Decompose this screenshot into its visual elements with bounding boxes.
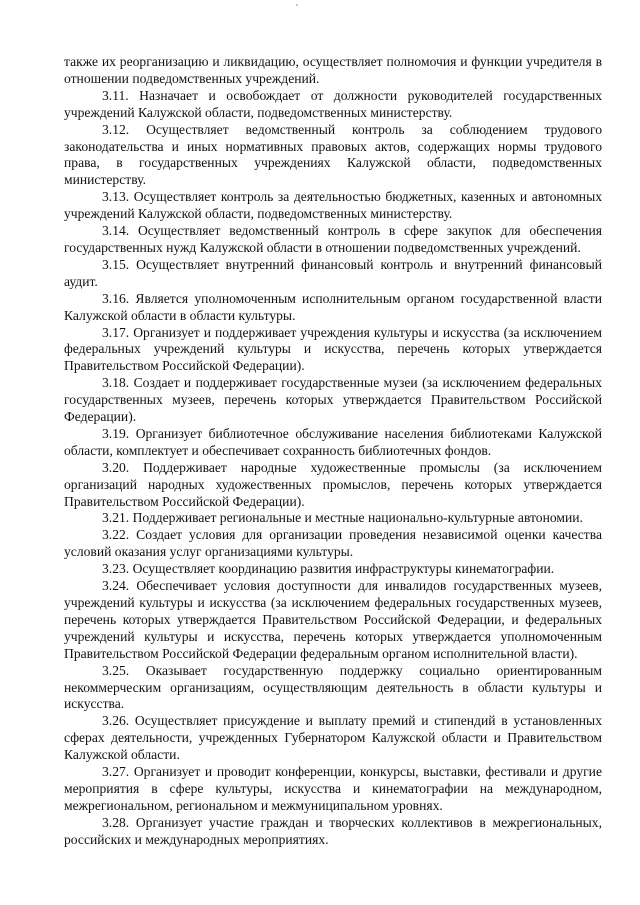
paragraph-3-14: 3.14. Осуществляет ведомственный контроль в сфере закупок для обеспечения государственных нужд Калужской области в отношении подведомственных учреждений.: [64, 223, 602, 255]
paragraph-3-19: 3.19. Организует библиотечное обслуживание населения библиотеками Калужской области, комплектует и обеспечивает сохранность библиотечных фондов.: [64, 425, 602, 458]
page-top-mark: [296, 4, 298, 6]
paragraph-3-13: 3.13. Осуществляет контроль за деятельностью бюджетных, казенных и автономных учреждений Калужской области, подведомственных министерству.: [64, 189, 602, 222]
paragraph-3-24: 3.24. Обеспечивает условия доступности для инвалидов государственных музеев, учреждений культуры и искусства (за исключением федеральных государственных музеев, перечень которых утверждается Правительством Российской Федерации, и федеральных учреждений культуры и искусства, перечень которых утверждается уполномоченным Правительством Российской Федерации федеральным органом исполнительной власти).: [64, 578, 602, 661]
paragraph-3-28: 3.28. Организует участие граждан и творческих коллективов в межрегиональных, российских и международных мероприятиях.: [64, 814, 602, 847]
paragraph-3-15: 3.15. Осуществляет внутренний финансовый контроль и внутренний финансовый аудит.: [64, 256, 602, 289]
paragraph-3-25: 3.25. Оказывает государственную поддержку социально ориентированным некоммерческим организациям, осуществляющим деятельность в области культуры и искусства.: [64, 662, 602, 712]
paragraph-3-23: 3.23. Осуществляет координацию развития инфраструктуры кинематографии.: [102, 561, 555, 577]
paragraph-3-12: 3.12. Осуществляет ведомственный контроль за соблюдением трудового законодательства и иных нормативных правовых актов, содержащих нормы трудового права, в государственных учреждениях Калужской области, подведомственных министерству.: [64, 121, 602, 188]
paragraph-3-26: 3.26. Осуществляет присуждение и выплату премий и стипендий в установленных сферах деятельности, учрежденных Губернатором Калужской области и Правительством Калужской области.: [64, 713, 602, 763]
paragraph-3-11: 3.11. Назначает и освобождает от должности руководителей государственных учреждений Калужской области, подведомственных министерству.: [64, 87, 602, 120]
paragraph-3-17: 3.17. Организует и поддерживает учреждения культуры и искусства (за исключением федеральных учреждений культуры и искусства, перечень которых утверждается Правительством Российской Федерации).: [64, 324, 602, 374]
paragraph-3-18: 3.18. Создает и поддерживает государственные музеи (за исключением федеральных государственных музеев, перечень которых утверждается Правительством Российской Федерации).: [64, 375, 602, 425]
paragraph-3-22: 3.22. Создает условия для организации проведения независимой оценки качества условий оказания услуг организациями культуры.: [64, 527, 602, 560]
paragraph-continuation: также их реорганизацию и ликвидацию, осуществляет полномочия и функции учредителя в отношении подведомственных учреждений.: [64, 54, 602, 86]
paragraph-3-27: 3.27. Организует и проводит конференции, конкурсы, выставки, фестивали и другие мероприятия в сфере культуры, искусства и кинематографии на международном, межрегиональном, региональном и межмуниципальном уровнях.: [64, 764, 602, 813]
paragraph-3-16: 3.16. Является уполномоченным исполнительным органом государственной власти Калужской области в области культуры.: [64, 290, 602, 323]
document-text: [64, 54, 602, 849]
paragraph-3-21: 3.21. Поддерживает региональные и местные национально-культурные автономии.: [102, 510, 583, 526]
paragraph-3-20: 3.20. Поддерживает народные художественные промыслы (за исключением организаций народных художественных промыслов, перечень которых утверждается Правительством Российской Федерации).: [64, 459, 602, 509]
